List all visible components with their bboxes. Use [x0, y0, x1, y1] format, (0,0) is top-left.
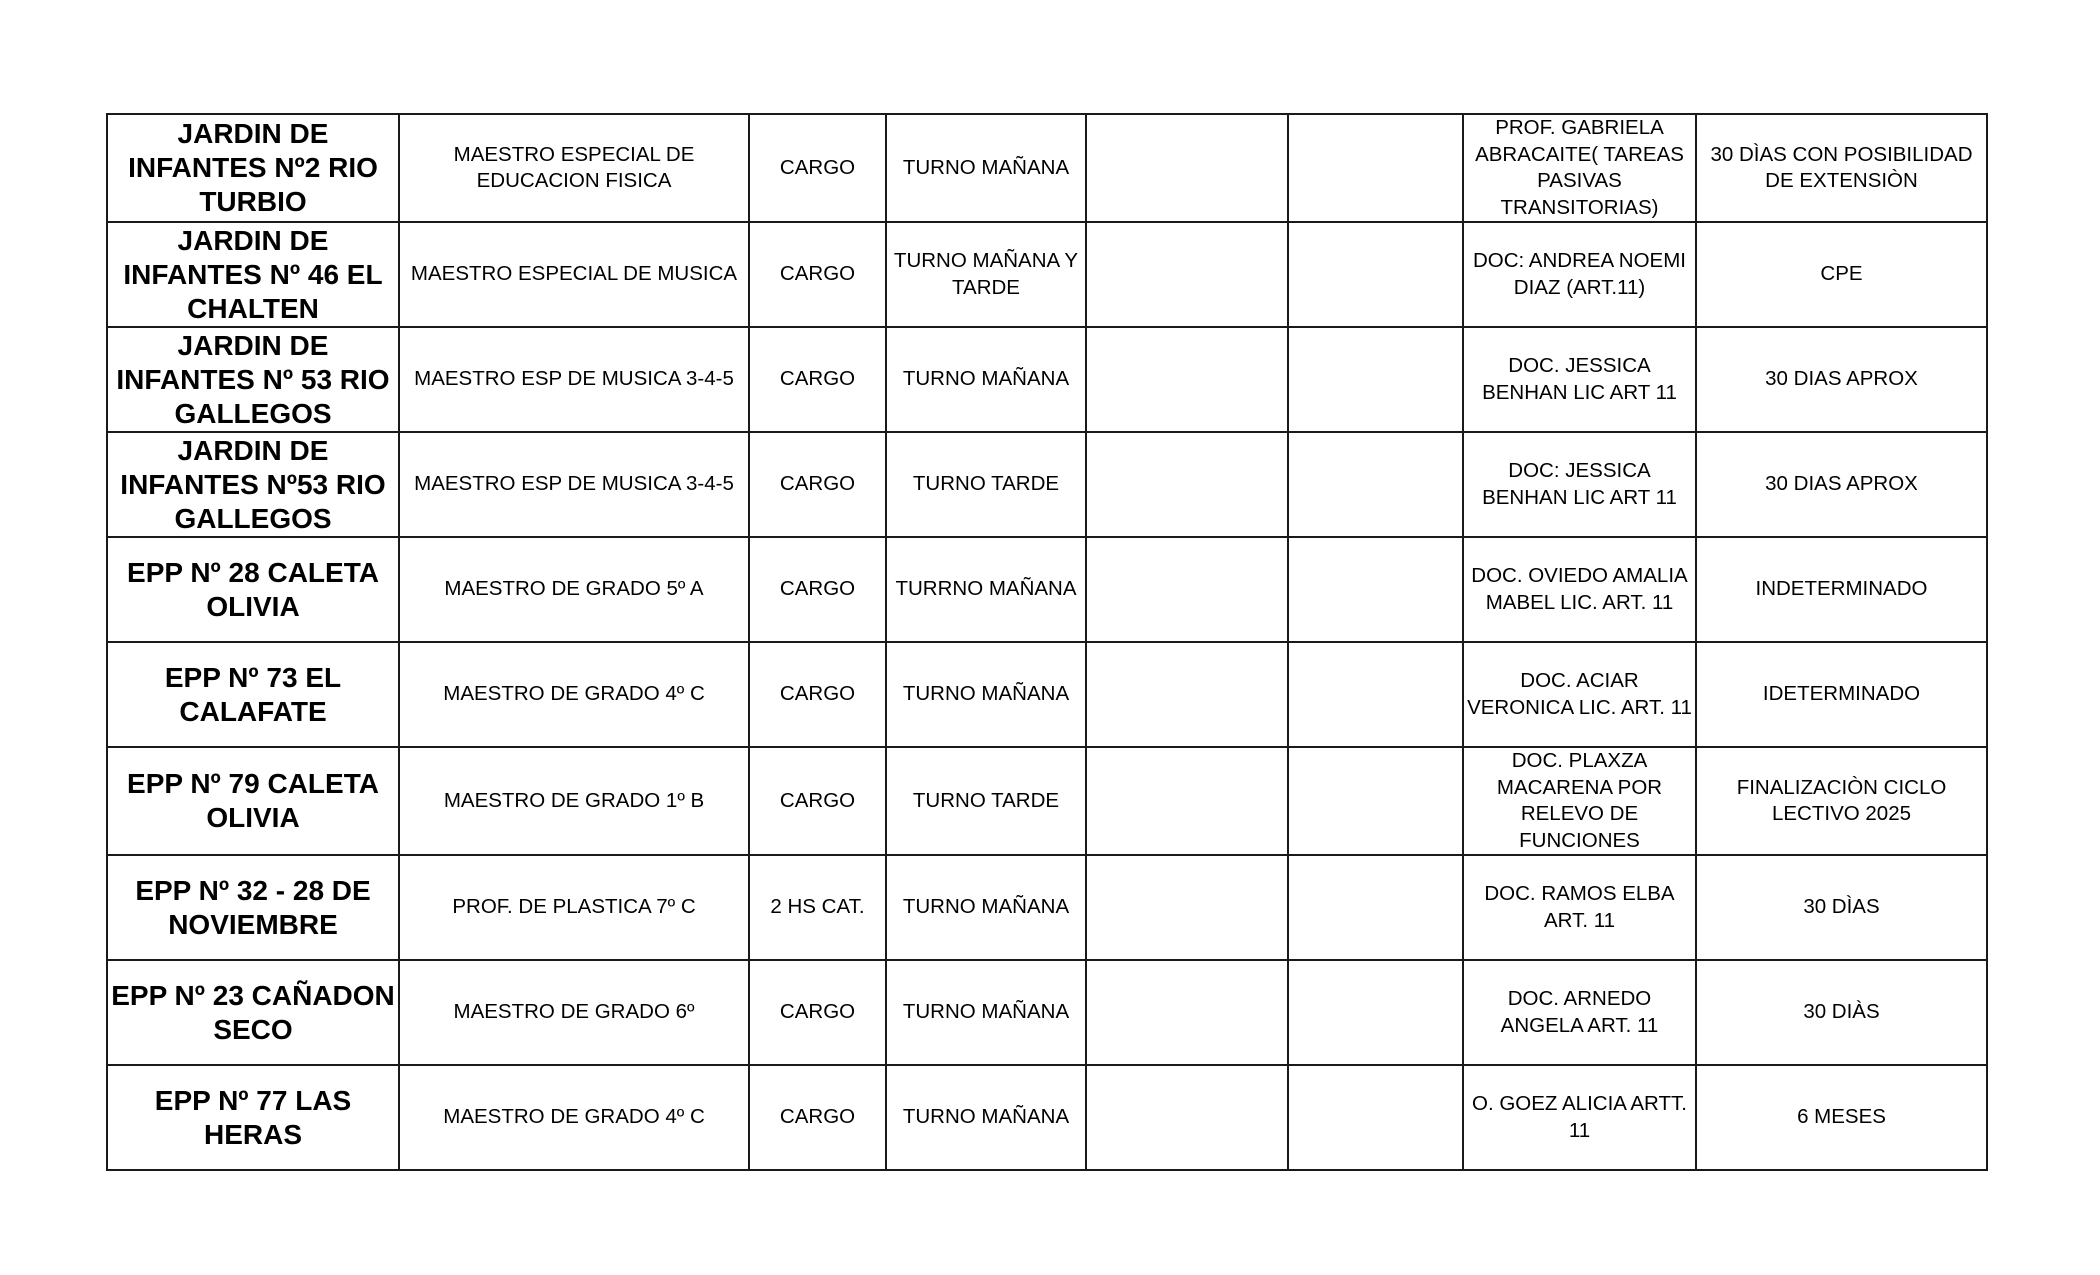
empty-cell [1288, 1065, 1463, 1170]
shift-cell: TURNO MAÑANA [886, 642, 1086, 747]
table-body [107, 114, 1987, 1170]
role-cell: MAESTRO DE GRADO 6º [399, 960, 749, 1065]
role-cell: MAESTRO DE GRADO 4º C [399, 642, 749, 747]
school-cell: EPP Nº 77 LAS HERAS [107, 1065, 399, 1170]
table-row [107, 1065, 1987, 1170]
empty-cell [1288, 537, 1463, 642]
assignment-type-cell: CARGO [749, 960, 886, 1065]
role-cell: MAESTRO ESPECIAL DE MUSICA [399, 222, 749, 327]
replaced-teacher-cell: PROF. GABRIELA ABRACAITE( TAREAS PASIVAS TRANSITORIAS) [1463, 114, 1696, 222]
shift-cell: TURNO TARDE [886, 432, 1086, 537]
table-row [107, 855, 1987, 960]
replaced-teacher-cell: O. GOEZ ALICIA ARTT. 11 [1463, 1065, 1696, 1170]
duration-cell: FINALIZACIÒN CICLO LECTIVO 2025 [1696, 747, 1987, 855]
shift-cell: TURNO MAÑANA Y TARDE [886, 222, 1086, 327]
shift-cell: TURNO MAÑANA [886, 1065, 1086, 1170]
assignment-type-cell: CARGO [749, 432, 886, 537]
shift-cell: TURNO MAÑANA [886, 855, 1086, 960]
empty-cell [1086, 537, 1288, 642]
replaced-teacher-cell: DOC. RAMOS ELBA ART. 11 [1463, 855, 1696, 960]
school-cell: EPP Nº 79 CALETA OLIVIA [107, 747, 399, 855]
shift-cell: TURNO MAÑANA [886, 327, 1086, 432]
school-cell: EPP Nº 73 EL CALAFATE [107, 642, 399, 747]
empty-cell [1288, 960, 1463, 1065]
empty-cell [1288, 222, 1463, 327]
table-row [107, 432, 1987, 537]
replaced-teacher-cell: DOC. ARNEDO ANGELA ART. 11 [1463, 960, 1696, 1065]
duration-cell: CPE [1696, 222, 1987, 327]
school-cell: EPP Nº 28 CALETA OLIVIA [107, 537, 399, 642]
replaced-teacher-cell: DOC. PLAXZA MACARENA POR RELEVO DE FUNCIONES [1463, 747, 1696, 855]
role-cell: MAESTRO ESP DE MUSICA 3-4-5 [399, 432, 749, 537]
school-cell: JARDIN DE INFANTES Nº 53 RIO GALLEGOS [107, 327, 399, 432]
empty-cell [1288, 432, 1463, 537]
empty-cell [1086, 747, 1288, 855]
table-row [107, 114, 1987, 222]
role-cell: PROF. DE PLASTICA 7º C [399, 855, 749, 960]
empty-cell [1086, 960, 1288, 1065]
school-cell: JARDIN DE INFANTES Nº53 RIO GALLEGOS [107, 432, 399, 537]
duration-cell: 30 DÌAS [1696, 855, 1987, 960]
empty-cell [1086, 855, 1288, 960]
empty-cell [1086, 327, 1288, 432]
assignment-type-cell: CARGO [749, 537, 886, 642]
empty-cell [1086, 222, 1288, 327]
empty-cell [1288, 747, 1463, 855]
shift-cell: TURNO TARDE [886, 747, 1086, 855]
role-cell: MAESTRO DE GRADO 1º B [399, 747, 749, 855]
shift-cell: TURNO MAÑANA [886, 960, 1086, 1065]
replaced-teacher-cell: DOC. JESSICA BENHAN LIC ART 11 [1463, 327, 1696, 432]
empty-cell [1086, 1065, 1288, 1170]
assignment-type-cell: CARGO [749, 642, 886, 747]
duration-cell: INDETERMINADO [1696, 537, 1987, 642]
replaced-teacher-cell: DOC. ACIAR VERONICA LIC. ART. 11 [1463, 642, 1696, 747]
empty-cell [1288, 642, 1463, 747]
table-row [107, 537, 1987, 642]
role-cell: MAESTRO DE GRADO 5º A [399, 537, 749, 642]
empty-cell [1288, 114, 1463, 222]
duration-cell: 30 DÌAS CON POSIBILIDAD DE EXTENSIÒN [1696, 114, 1987, 222]
role-cell: MAESTRO ESP DE MUSICA 3-4-5 [399, 327, 749, 432]
shift-cell: TURRNO MAÑANA [886, 537, 1086, 642]
table-row [107, 642, 1987, 747]
duration-cell: 6 MESES [1696, 1065, 1987, 1170]
table-row [107, 960, 1987, 1065]
assignment-type-cell: CARGO [749, 222, 886, 327]
role-cell: MAESTRO DE GRADO 4º C [399, 1065, 749, 1170]
replaced-teacher-cell: DOC. OVIEDO AMALIA MABEL LIC. ART. 11 [1463, 537, 1696, 642]
vacancies-table [106, 113, 1988, 1171]
empty-cell [1288, 855, 1463, 960]
assignment-type-cell: CARGO [749, 747, 886, 855]
table-row [107, 747, 1987, 855]
shift-cell: TURNO MAÑANA [886, 114, 1086, 222]
duration-cell: IDETERMINADO [1696, 642, 1987, 747]
duration-cell: 30 DIÀS [1696, 960, 1987, 1065]
school-cell: EPP Nº 32 - 28 DE NOVIEMBRE [107, 855, 399, 960]
replaced-teacher-cell: DOC: ANDREA NOEMI DIAZ (ART.11) [1463, 222, 1696, 327]
empty-cell [1288, 327, 1463, 432]
duration-cell: 30 DIAS APROX [1696, 432, 1987, 537]
empty-cell [1086, 642, 1288, 747]
empty-cell [1086, 432, 1288, 537]
empty-cell [1086, 114, 1288, 222]
assignment-type-cell: CARGO [749, 327, 886, 432]
table-row [107, 327, 1987, 432]
school-cell: EPP Nº 23 CAÑADON SECO [107, 960, 399, 1065]
assignment-type-cell: 2 HS CAT. [749, 855, 886, 960]
assignment-type-cell: CARGO [749, 114, 886, 222]
role-cell: MAESTRO ESPECIAL DE EDUCACION FISICA [399, 114, 749, 222]
duration-cell: 30 DIAS APROX [1696, 327, 1987, 432]
school-cell: JARDIN DE INFANTES Nº2 RIO TURBIO [107, 114, 399, 222]
assignment-type-cell: CARGO [749, 1065, 886, 1170]
school-cell: JARDIN DE INFANTES Nº 46 EL CHALTEN [107, 222, 399, 327]
replaced-teacher-cell: DOC: JESSICA BENHAN LIC ART 11 [1463, 432, 1696, 537]
table-row [107, 222, 1987, 327]
